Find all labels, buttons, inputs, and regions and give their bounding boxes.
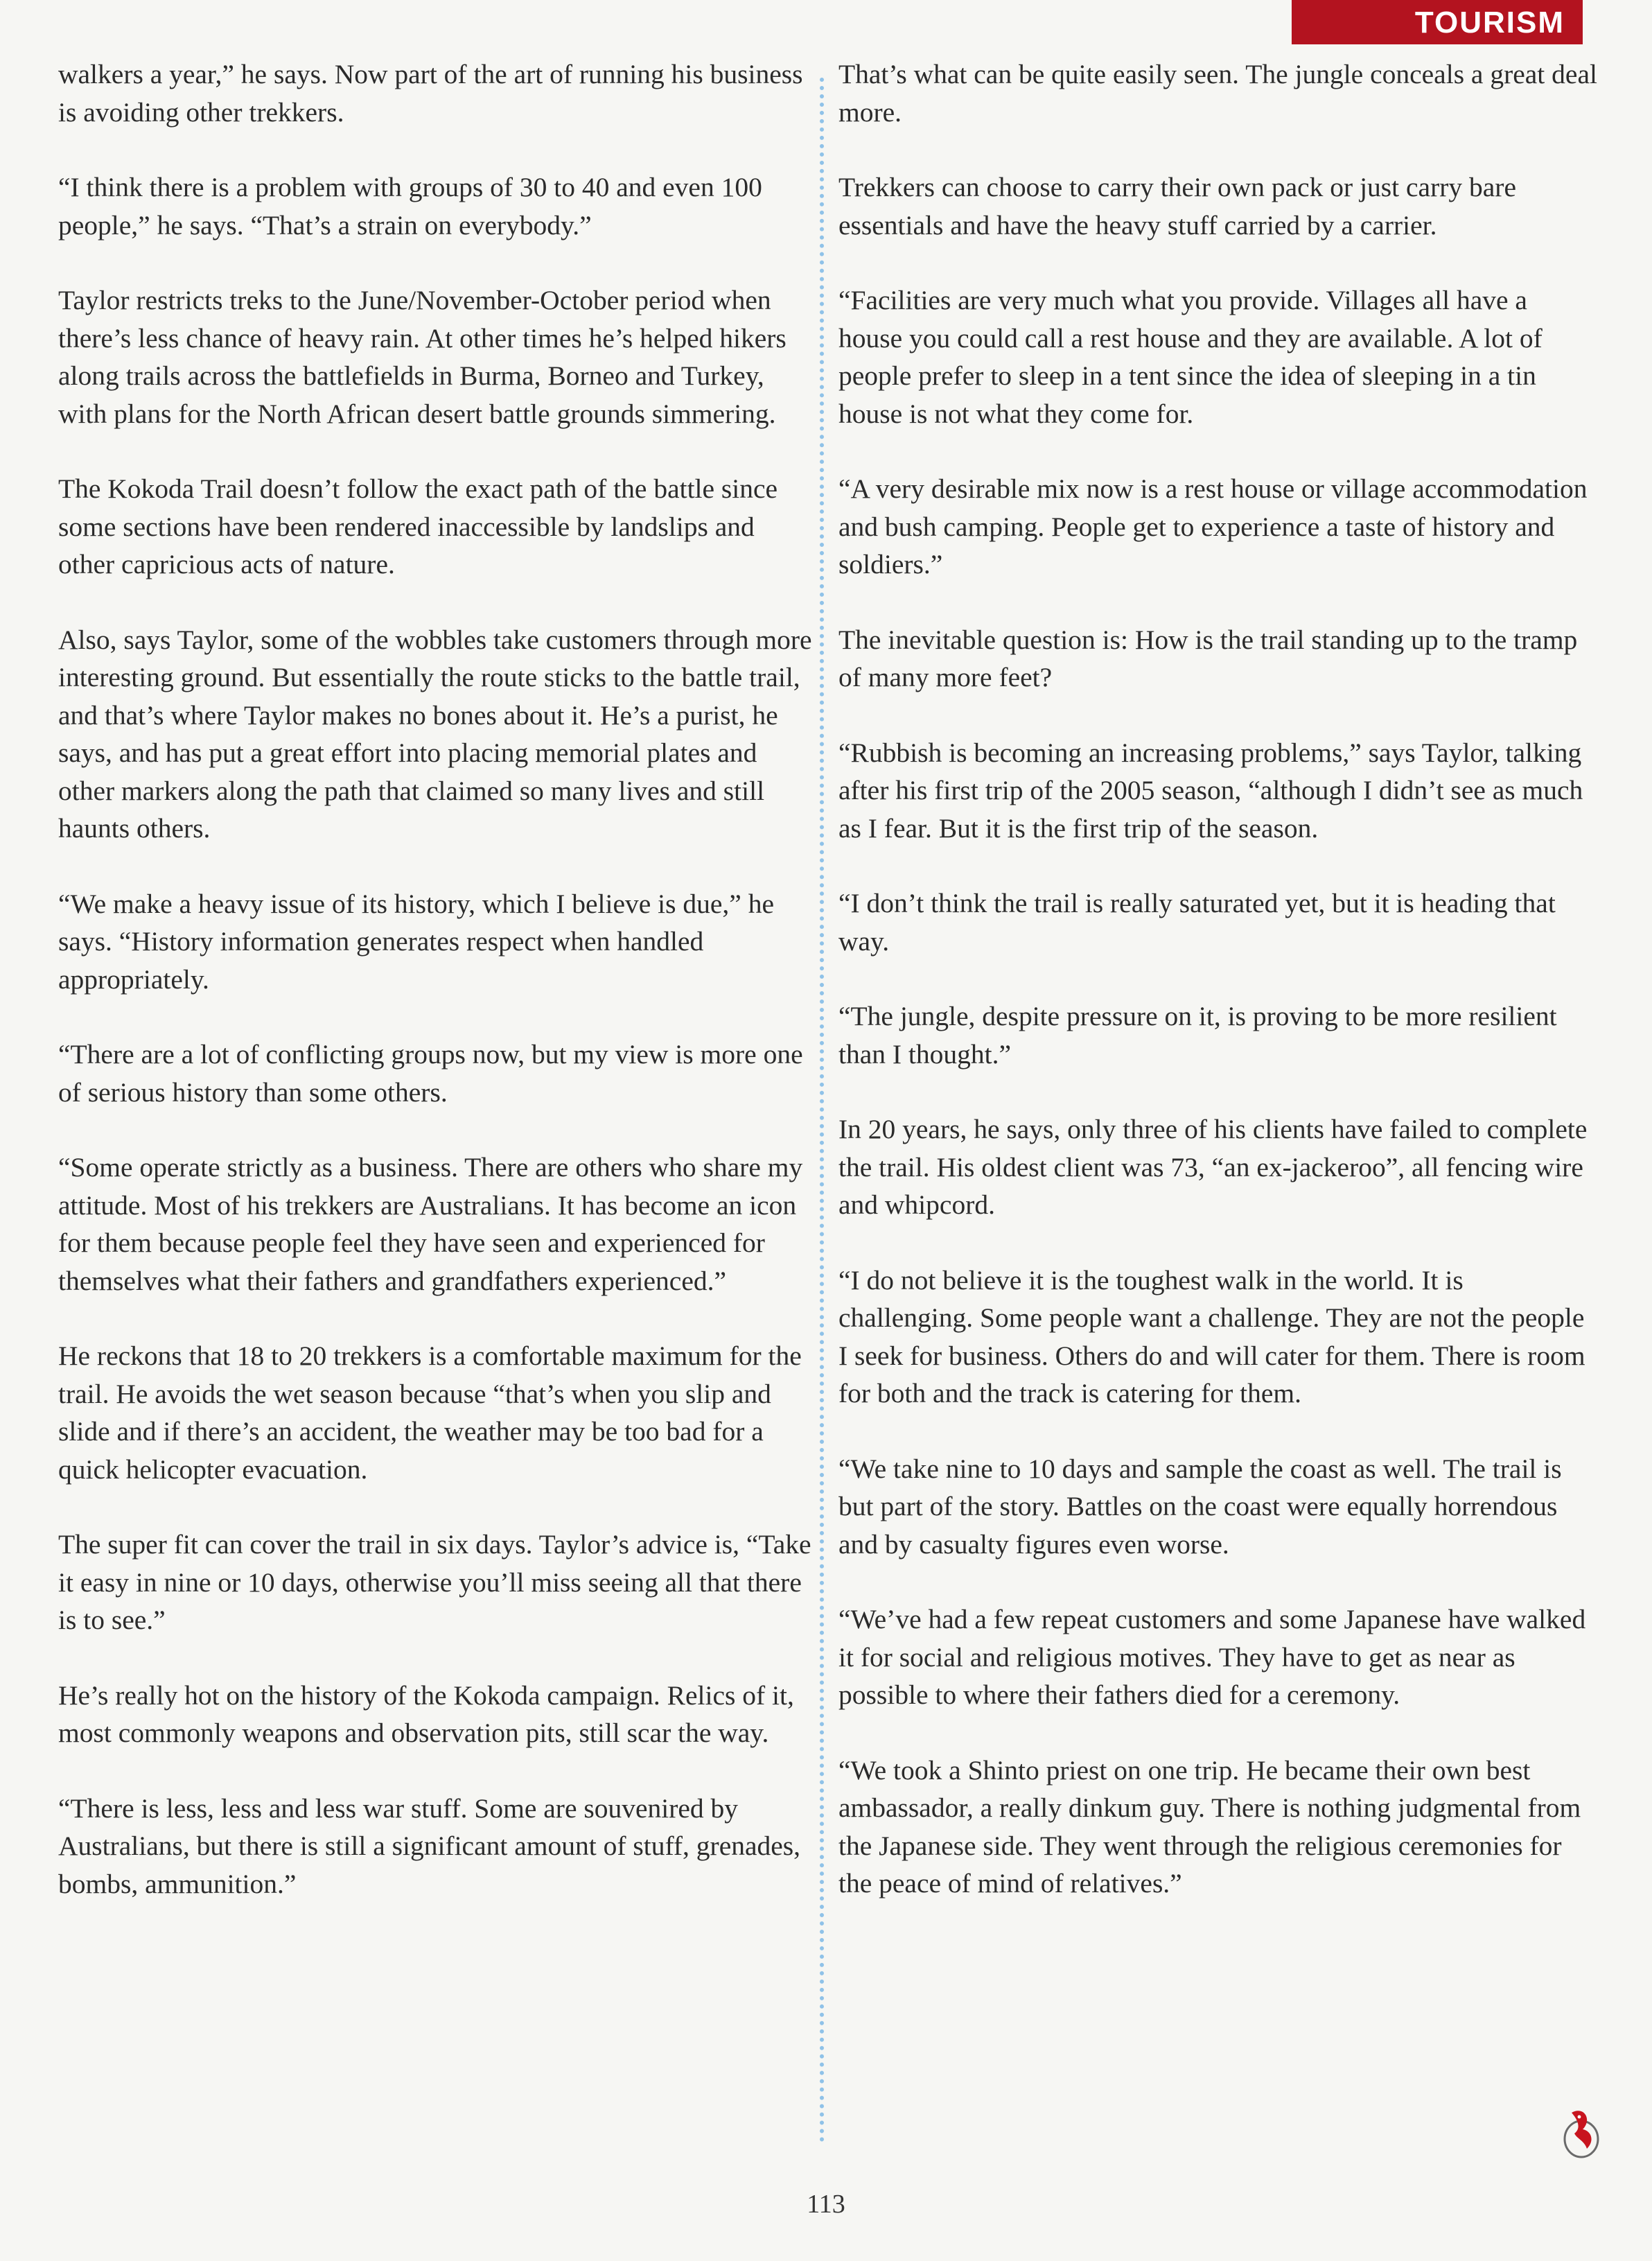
paragraph: “We took a Shinto priest on one trip. He became their own best ambassador, a really dinkum guy. There is nothing judgmental from the Japanese side. They went through the religious ceremonies for the peace of mind of relatives.” <box>838 1754 1581 1898</box>
section-tag: TOURISM <box>1292 0 1583 44</box>
paragraph: Also, says Taylor, some of the wobbles take customers through more interesting ground. But essentially the route sticks to the battle trail, and that’s where Taylor makes no bones about it. He’s a purist, he says, and has put a great effort into placing memorial plates and other markers along the path that claimed so many lives and still haunts others. <box>58 624 812 844</box>
paragraph: “I think there is a problem with groups of 30 to 40 and even 100 people,” he says. “That’s a strain on everybody.” <box>58 172 762 241</box>
paragraph: He reckons that 18 to 20 trekkers is a comfortable maximum for the trail. He avoids the wet season because “that’s when you slip and slide and if there’s an accident, the weather may be too bad for a quick helicopter evacuation. <box>58 1341 802 1485</box>
paragraph: “Rubbish is becoming an increasing problems,” says Taylor, talking after his first trip of the 2005 season, “although I didn’t see as much as I fear. But it is the first trip of the season. <box>838 737 1583 844</box>
paragraph: He’s really hot on the history of the Kokoda campaign. Relics of it, most commonly weapons and observation pits, still scar the way. <box>58 1679 794 1748</box>
paragraph: “We take nine to 10 days and sample the coast as well. The trail is but part of the story. Battles on the coast were equally horrendous and by casualty figures even worse. <box>838 1453 1562 1560</box>
paragraph: In 20 years, he says, only three of his clients have failed to complete the trail. His oldest client was 73, “an ex-jackeroo”, all fencing wire and whipcord. <box>838 1114 1588 1220</box>
paragraph: The inevitable question is: How is the trail standing up to the tramp of many more feet? <box>838 624 1578 692</box>
bird-logo-icon <box>1556 2099 1605 2161</box>
paragraph: “There is less, less and less war stuff. Some are souvenired by Australians, but there is still a significant amount of stuff, grenades, bombs, ammunition.” <box>58 1792 801 1899</box>
paragraph: That’s what can be quite easily seen. The jungle conceals a great deal more. <box>838 59 1597 128</box>
column-divider <box>820 78 824 2143</box>
paragraph: “We make a heavy issue of its history, which I believe is due,” he says. “History information generates respect when handled appropriately. <box>58 888 774 995</box>
paragraph: Trekkers can choose to carry their own pack or just carry bare essentials and have the heavy stuff carried by a carrier. <box>838 172 1516 241</box>
paragraph: The super fit can cover the trail in six days. Taylor’s advice is, “Take it easy in nine or 10 days, otherwise you’ll miss seeing all that there is to see.” <box>58 1529 811 1635</box>
paragraph: Taylor restricts treks to the June/November-October period when there’s less chance of heavy rain. At other times he’s helped hikers along trails across the battlefields in Burma, Borneo and Turkey, with plans for the North African desert battle grounds simmering. <box>58 285 787 429</box>
paragraph: “Some operate strictly as a business. There are others who share my attitude. Most of his trekkers are Australians. It has become an icon for them because people feel they have seen and experienced for themselves what their fathers and grandfathers experienced.” <box>58 1152 803 1296</box>
paragraph: “The jungle, despite pressure on it, is proving to be more resilient than I thought.” <box>838 1001 1557 1070</box>
paragraph: “I don’t think the trail is really saturated yet, but it is heading that way. <box>838 888 1556 957</box>
paragraph: The Kokoda Trail doesn’t follow the exact path of the battle since some sections have been rendered inaccessible by landslips and other capricious acts of nature. <box>58 473 778 579</box>
right-column <box>838 55 1597 1940</box>
left-column <box>58 55 814 1940</box>
paragraph: walkers a year,” he says. Now part of the art of running his business is avoiding other trekkers. <box>58 59 803 128</box>
page-number: 113 <box>807 2190 845 2219</box>
paragraph: “A very desirable mix now is a rest house or village accommodation and bush camping. People get to experience a taste of history and soldiers.” <box>838 473 1588 579</box>
paragraph: “There are a lot of conflicting groups now, but my view is more one of serious history than some others. <box>58 1039 803 1108</box>
paragraph: “We’ve had a few repeat customers and some Japanese have walked it for social and religious motives. They have to get as near as possible to where their fathers died for a ceremony. <box>838 1604 1586 1710</box>
paragraph: “I do not believe it is the toughest walk in the world. It is challenging. Some people want a challenge. They are not the people I seek for business. Others do and will cater for them. There is room for both and the track is catering for them. <box>838 1264 1585 1408</box>
paragraph: “Facilities are very much what you provide. Villages all have a house you could call a rest house and they are available. A lot of people prefer to sleep in a tent since the idea of sleeping in a tin house is not what they come for. <box>838 285 1543 429</box>
